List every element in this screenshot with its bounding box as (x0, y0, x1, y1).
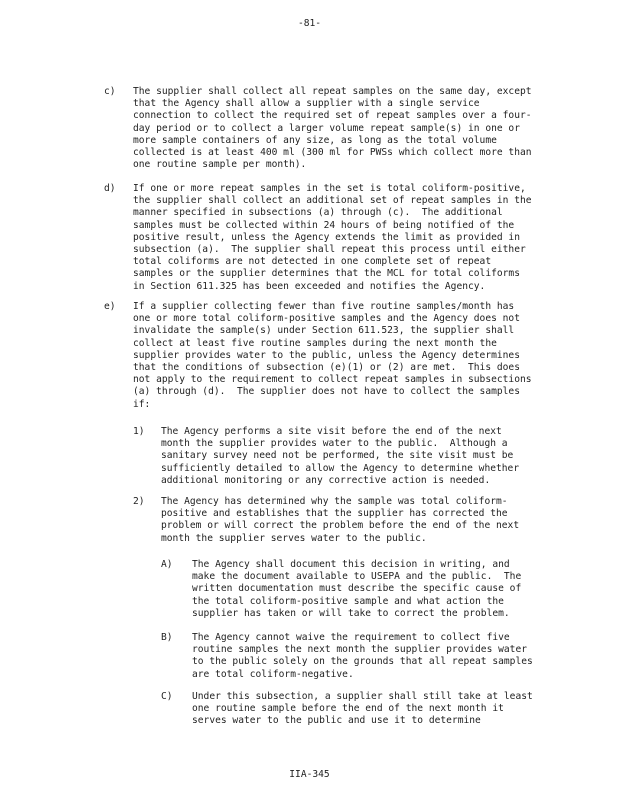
subitem-text: The Agency cannot waive the requirement to collect five routine samples the next month the supplier provides water to the public solely on the grounds that all repeat samples are total coliform-negative. (192, 632, 533, 680)
paragraph-label: d) (104, 183, 116, 194)
subitem-label: A) (161, 559, 173, 570)
item-text: The Agency performs a site visit before the end of the next month the supplier provides water to the public. Although a sanitary survey need not be performed, the site visit must be sufficiently detailed to allow the Agency to determine whether additional monitoring or any corrective action is needed. (161, 426, 520, 486)
paragraph-text: If a supplier collecting fewer than five routine samples/month has one or more total coliform-positive samples and the Agency does not invalidate the sample(s) under Section 611.523, the supplier shall collect at least five routine samples during the next month the supplier provides water to the public, unless the Agency determines that the conditions of subsection (e)(1) or (2) are met. This does not apply to the requirement to collect repeat samples in subsections (a) through (d). The supplier does not have to collect the samples if: (133, 301, 532, 410)
page-number: -81- (297, 18, 322, 29)
item-label: 1) (133, 426, 145, 437)
footer-code: IIA-345 (289, 769, 330, 780)
paragraph-label: c) (104, 86, 116, 97)
subitem-text: Under this subsection, a supplier shall still take at least one routine sample before the end of the next month it serves water to the public and use it to determine (192, 691, 533, 727)
paragraph-label: e) (104, 301, 116, 312)
item-text: The Agency has determined why the sample was total coliform- positive and establishes that the supplier has corrected the problem or will correct the problem before the end of the next month the supplier serves water to the public. (161, 496, 520, 544)
item-label: 2) (133, 496, 145, 507)
subitem-text: The Agency shall document this decision in writing, and make the document available to USEPA and the public. The written documentation must describe the specific cause of the total coliform-positive sample and what action the supplier has taken or will take to correct the problem. (192, 559, 522, 619)
paragraph-text: The supplier shall collect all repeat samples on the same day, except that the Agency shall allow a supplier with a single service connection to collect the required set of repeat samples over a four- day period or to collect a larger volume repeat sample(s) in one or more sample containers of any size, as long as the total volume collected is at least 400 ml (300 ml for PWSs which collect more than one routine sample per month). (133, 86, 532, 171)
paragraph-text: If one or more repeat samples in the set is total coliform-positive, the supplier shall collect an additional set of repeat samples in the manner specified in subsections (a) through (c). The additional samples must be collected within 24 hours of being notified of the positive result, unless the Agency extends the limit as provided in subsection (a). The supplier shall repeat this process until either total coliforms are not detected in one complete set of repeat samples or the supplier determines that the MCL for total coliforms in Section 611.325 has been exceeded and notifies the Agency. (133, 183, 532, 292)
subitem-label: B) (161, 632, 173, 643)
subitem-label: C) (161, 691, 173, 702)
